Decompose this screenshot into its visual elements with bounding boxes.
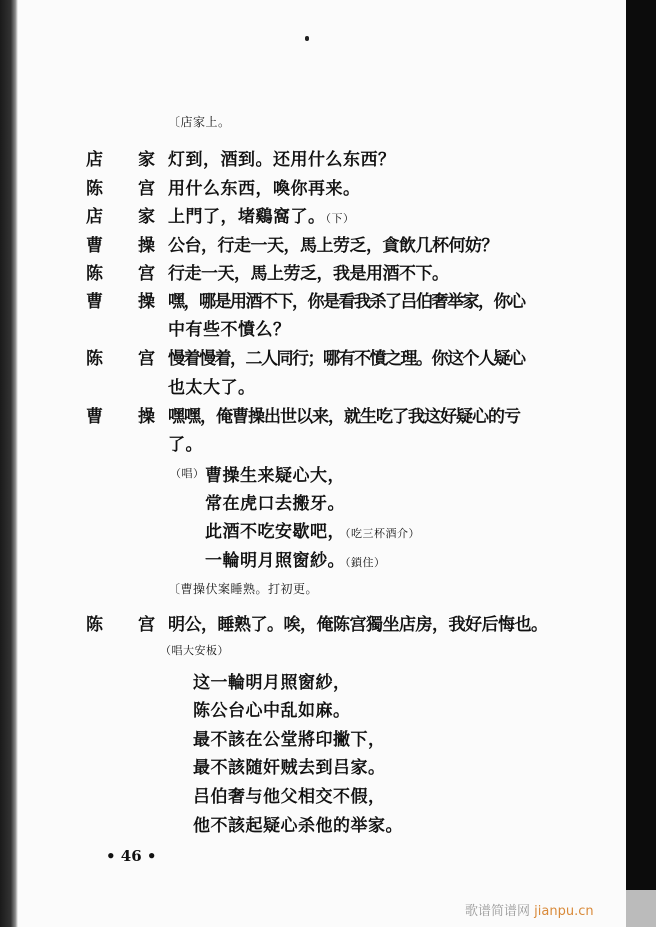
song-line: 这一輪明月照窗紗， xyxy=(193,673,351,693)
dialogue-continuation: 中有些不憤么？ xyxy=(168,320,291,340)
watermark-url: jianpu.cn xyxy=(534,904,594,919)
dialogue-continuation: 了。 xyxy=(168,435,203,455)
song-line: 一輪明月照窗紗。 xyxy=(205,551,345,571)
speaker-char: 宫 xyxy=(138,349,156,369)
speaker-char: 曹 xyxy=(86,292,104,312)
speaker-char: 陈 xyxy=(86,615,104,635)
dialogue-text: 明公，睡熟了。唉，俺陈宫獨坐店房，我好后悔也。 xyxy=(168,615,548,635)
dialogue-text: 灯到，酒到。还用什么东西？ xyxy=(168,150,396,170)
song-line: 陈公台心中乱如麻。 xyxy=(193,701,351,721)
dialogue-text: 慢着慢着，二人同行；哪有不憤之理。你这个人疑心 xyxy=(168,349,525,369)
song-line: 此酒不吃安歇吧， xyxy=(205,522,345,542)
speaker-char: 操 xyxy=(138,292,156,312)
song-cue: （唱） xyxy=(170,467,205,480)
speaker-char: 曹 xyxy=(86,407,104,427)
speaker-char: 操 xyxy=(138,407,156,427)
dialogue-text: 行走一天，馬上劳乏，我是用酒不下。 xyxy=(168,264,449,284)
stage-direction: 〔店家上。 xyxy=(168,115,231,129)
speaker-char: 宫 xyxy=(138,615,156,635)
dialogue-text: 用什么东西，喚你再来。 xyxy=(168,179,361,199)
scan-edge-left xyxy=(0,0,18,927)
song-line: 最不該随奸贼去到吕家。 xyxy=(193,758,386,778)
stage-note: （鎖住） xyxy=(345,556,386,569)
speaker-char: 陈 xyxy=(86,349,104,369)
speaker-char: 宫 xyxy=(138,264,156,284)
dialogue-text: 上門了，堵鷄窩了。 xyxy=(168,207,326,227)
song-line: 他不該起疑心杀他的举家。 xyxy=(193,816,403,836)
dialogue-continuation: 也太大了。 xyxy=(168,378,256,398)
speaker-char: 陈 xyxy=(86,179,104,199)
dialogue-text: 公台，行走一天，馬上劳乏，貪飲几杯何妨？ xyxy=(168,236,498,256)
speaker-char: 店 xyxy=(86,207,104,227)
stage-direction: 〔曹操伏案睡熟。打初更。 xyxy=(168,582,319,596)
page-number: • 46 • xyxy=(106,847,157,865)
song-line: 吕伯奢与他父相交不假， xyxy=(193,787,386,807)
scan-speck xyxy=(305,36,309,41)
scan-edge-right-bottom xyxy=(626,890,656,927)
watermark-text: 歌谱简谱网 xyxy=(465,904,531,919)
dialogue-text: 嘿，哪是用酒不下，你是看我杀了吕伯奢举家，你心 xyxy=(168,292,525,312)
dialogue-text: 嘿嘿，俺曹操出世以来，就生吃了我这好疑心的亏 xyxy=(168,407,520,427)
song-line: 最不該在公堂將印撇下， xyxy=(193,730,386,750)
stage-note: （下） xyxy=(325,212,355,225)
watermark xyxy=(465,900,594,919)
speaker-char: 家 xyxy=(138,150,156,170)
song-line: 曹操生来疑心大， xyxy=(205,466,345,486)
song-line: 常在虎口去搬牙。 xyxy=(205,494,345,514)
speaker-char: 店 xyxy=(86,150,104,170)
speaker-char: 家 xyxy=(138,207,156,227)
stage-note: （吃三杯酒介） xyxy=(345,527,420,540)
scan-edge-right xyxy=(626,0,656,890)
speaker-char: 宫 xyxy=(138,179,156,199)
speaker-char: 操 xyxy=(138,236,156,256)
speaker-char: 曹 xyxy=(86,236,104,256)
song-cue: （唱大安板） xyxy=(160,644,229,657)
speaker-char: 陈 xyxy=(86,264,104,284)
